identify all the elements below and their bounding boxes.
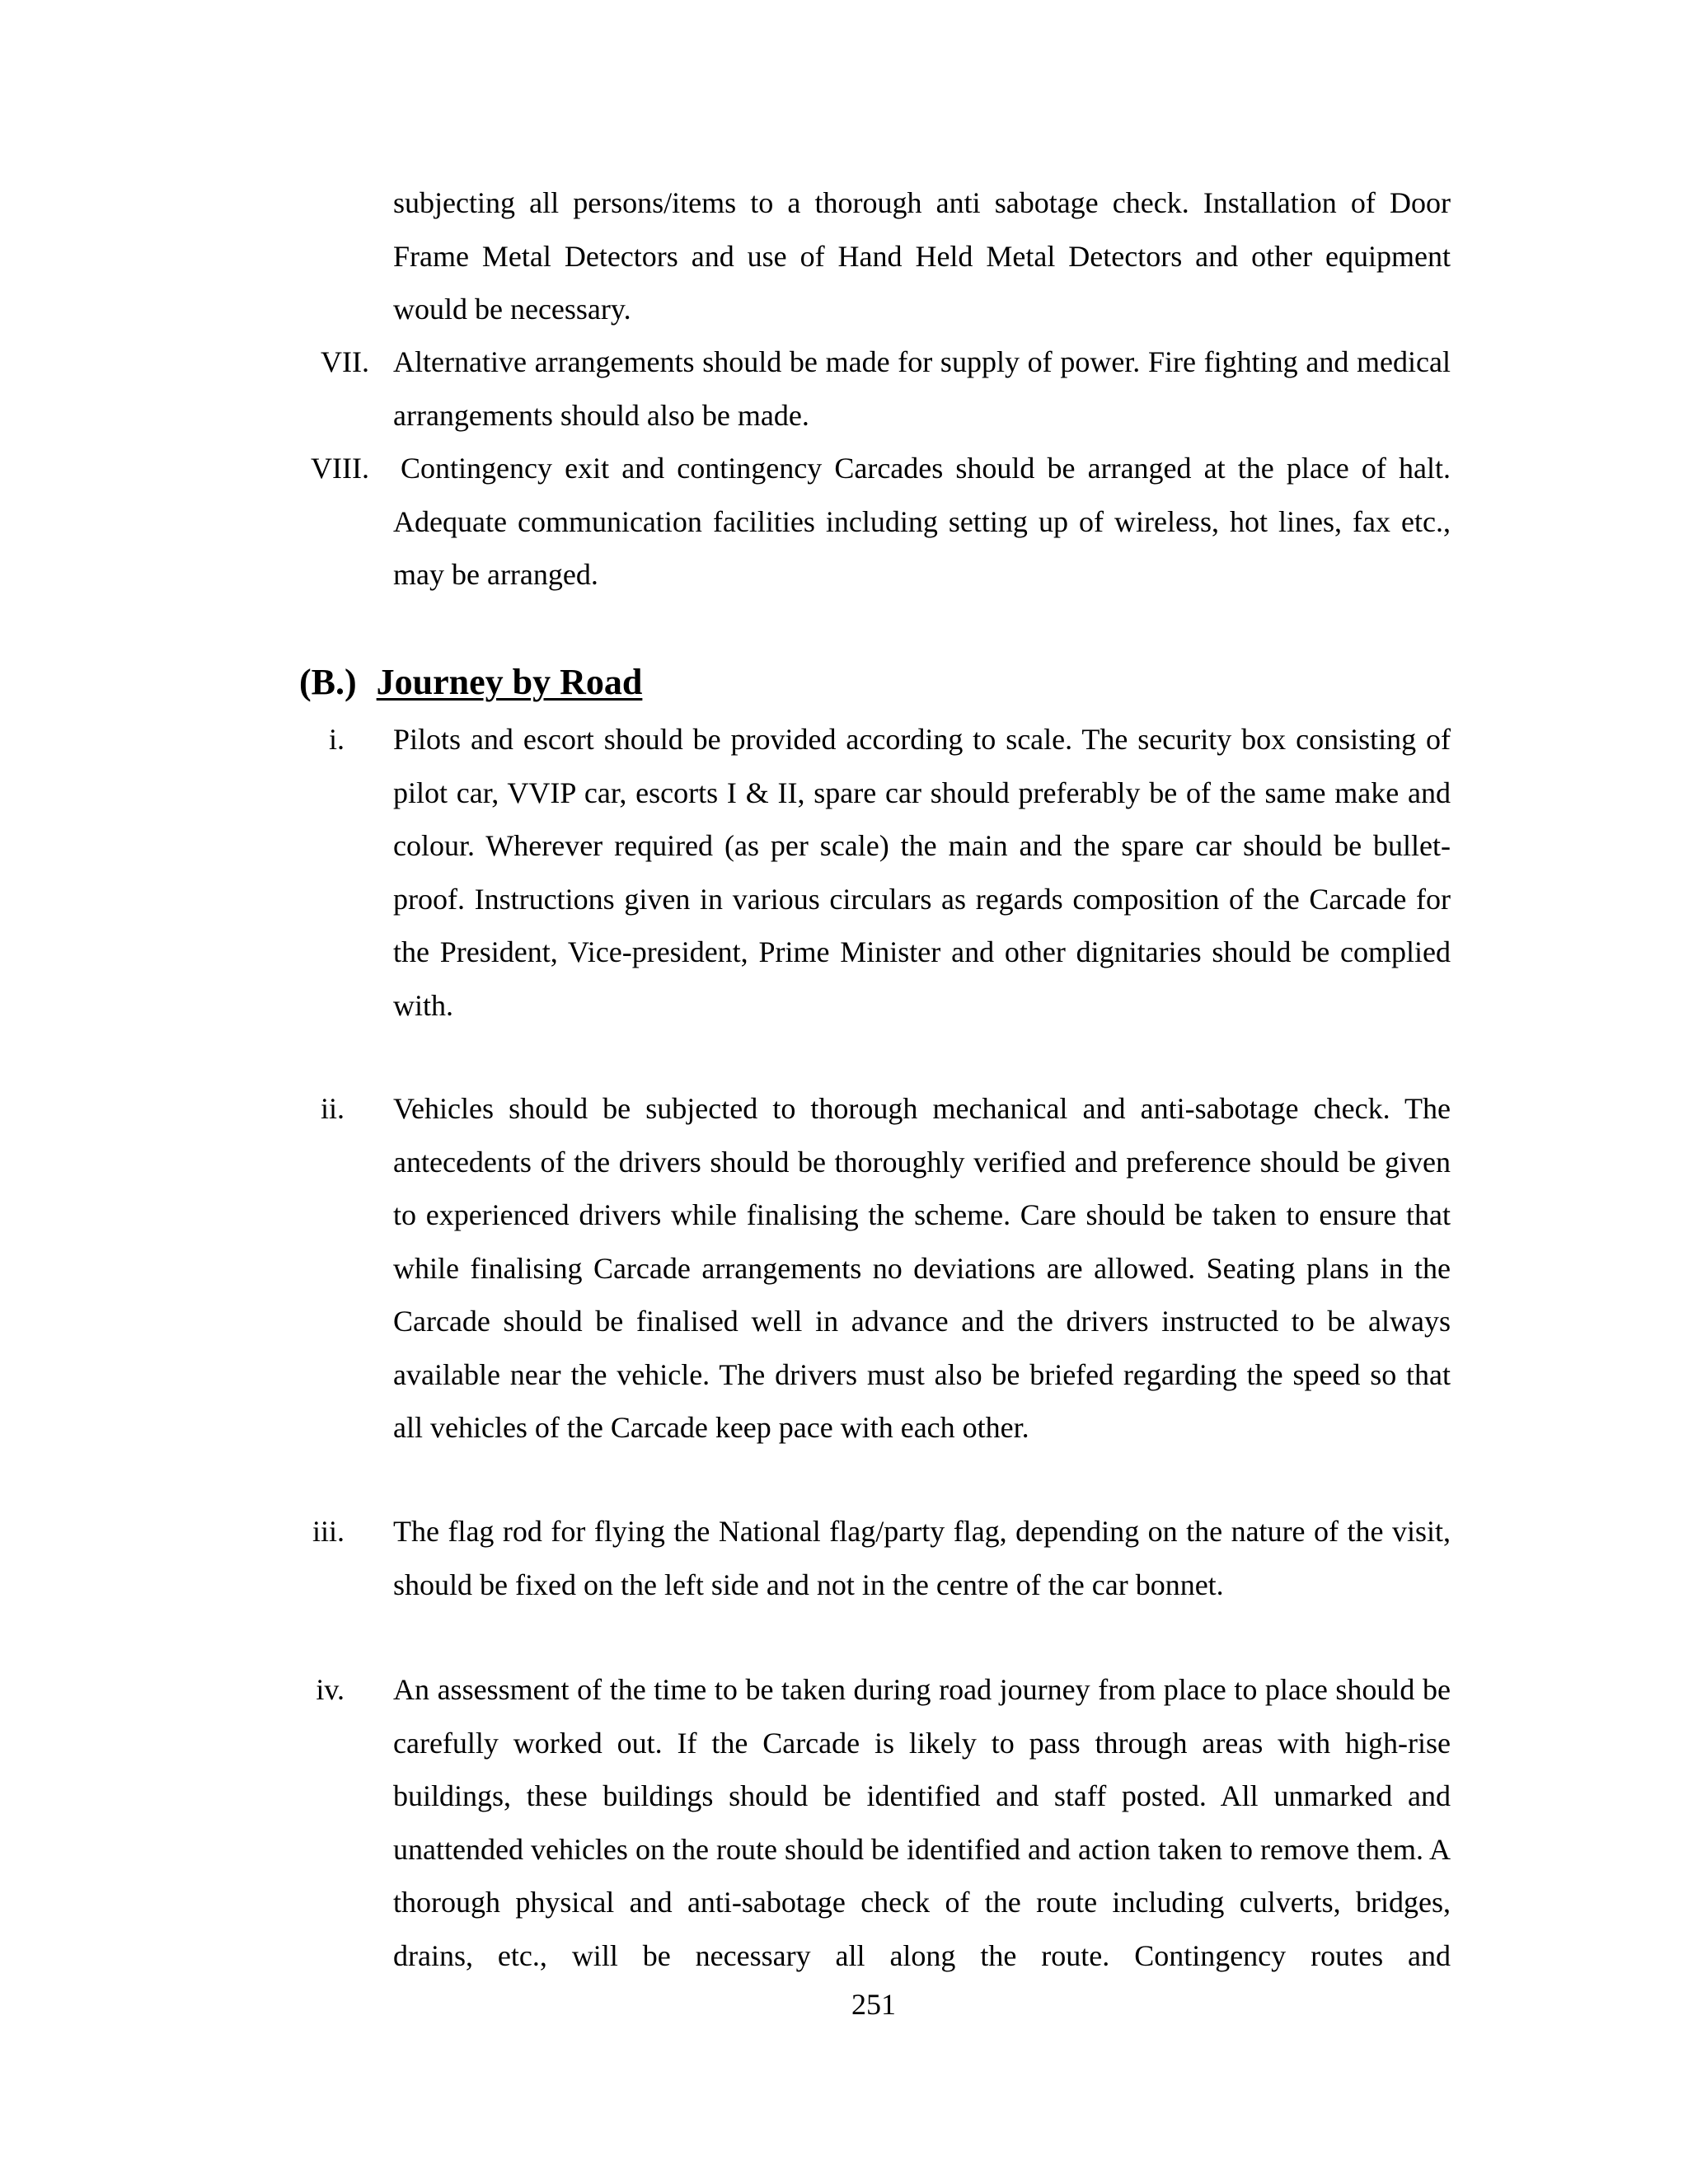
- list-marker: iv.: [316, 1673, 345, 1706]
- list-item-text: Pilots and escort should be provided according to scale. The security box consisting of pilot car, VVIP car, escorts I & II, spare car should preferably be of the same make and colour. Wherever required (as per scale) the main and the spare car should be bullet-proof. Instructions given in various circulars as regards composition of the Carcade for the President, Vice-president, Prime Minister and other dignitaries should be complied with.: [393, 723, 1451, 1022]
- list-marker: iii.: [312, 1515, 345, 1548]
- section-title: Journey by Road: [376, 662, 643, 702]
- list-item-text: The flag rod for flying the National flag/party flag, depending on the nature of the visit, should be fixed on the left side and not in the centre of the car bonnet.: [393, 1515, 1451, 1601]
- page-number: 251: [851, 1988, 896, 2021]
- list-marker: ii.: [320, 1092, 345, 1125]
- list-marker: i.: [328, 723, 345, 756]
- continuation-paragraph: subjecting all persons/items to a thorough anti sabotage check. Installation of Door Frame Metal Detectors and use of Hand Held Metal Detectors and other equipment would be necessary.: [393, 186, 1451, 326]
- list-item-text: Contingency exit and contingency Carcades should be arranged at the place of halt. Adequate communication facilities including setting up of wireless, hot lines, fax etc., may be arranged.: [393, 452, 1451, 591]
- list-marker: VII.: [321, 345, 369, 378]
- section-number: (B.): [299, 662, 357, 702]
- list-item-text: Alternative arrangements should be made for supply of power. Fire fighting and medical arrangements should also be made.: [393, 345, 1451, 432]
- list-item-text: Vehicles should be subjected to thorough mechanical and anti-sabotage check. The antecedents of the drivers should be thoroughly verified and preference should be given to experienced drivers while finalising the scheme. Care should be taken to ensure that while finalising Carcade arrangements no deviations are allowed. Seating plans in the Carcade should be finalised well in advance and the drivers instructed to be always available near the vehicle. The drivers must also be briefed regarding the speed so that all vehicles of the Carcade keep pace with each other.: [393, 1092, 1451, 1444]
- list-marker: VIII.: [311, 452, 369, 485]
- list-item-text: An assessment of the time to be taken during road journey from place to place should be carefully worked out. If the Carcade is likely to pass through areas with high-rise buildings, these buildings should be identified and staff posted. All unmarked and unattended vehicles on the route should be identified and action taken to remove them. A thorough physical and anti-sabotage check of the route including culverts, bridges, drains, etc., will be necessary all along the route. Contingency routes and: [393, 1673, 1451, 1972]
- section-heading: [299, 651, 642, 714]
